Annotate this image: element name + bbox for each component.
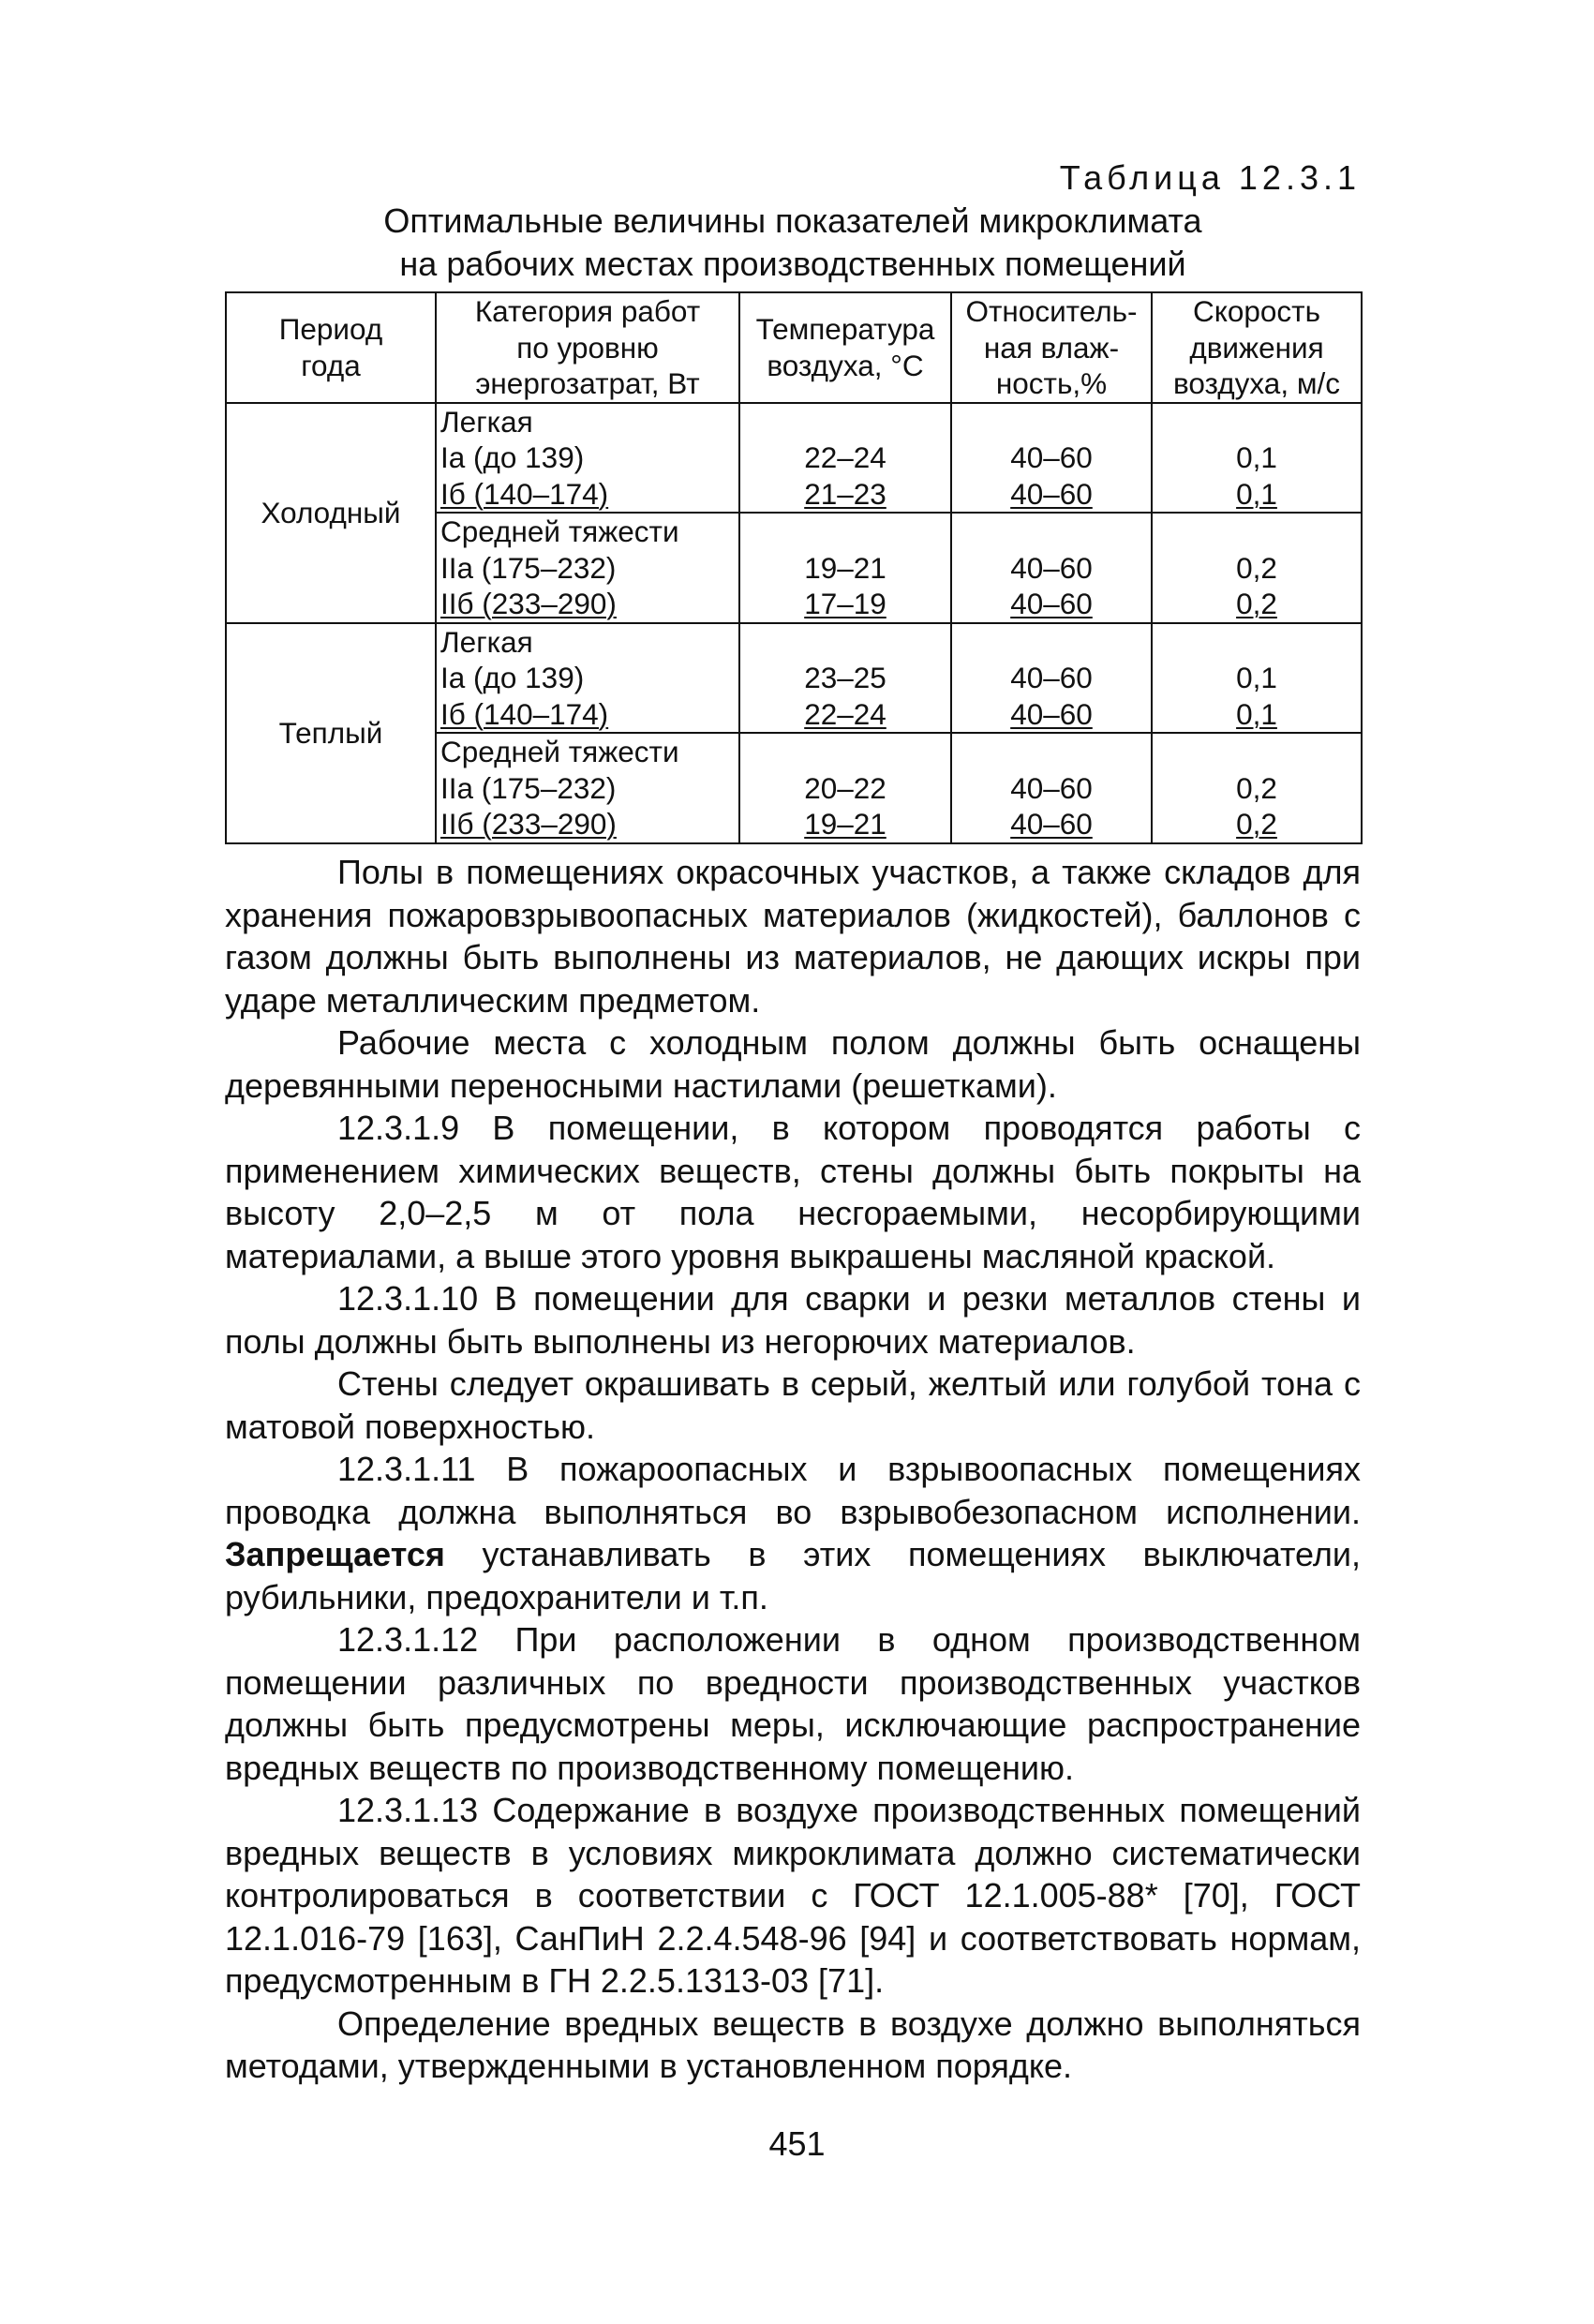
table-row (226, 623, 1362, 734)
category-row-label: IIа (175–232) (440, 550, 617, 585)
category-name: Средней тяжести (440, 514, 679, 548)
paragraph: Рабочие места с холодным полом должны быть оснащены деревянными переносными настилами (решетками). (225, 1023, 1361, 1105)
header-temperature-line: воздуха, °С (767, 348, 924, 382)
category-cell (436, 513, 739, 623)
speed-cell (1152, 733, 1362, 843)
humidity-cell (951, 623, 1152, 734)
header-period-line: Период (278, 312, 383, 347)
humidity-value: 40–60 (1010, 661, 1093, 694)
temperature-cell (739, 623, 951, 734)
temperature-value: 19–21 (804, 550, 886, 585)
speed-value: 0,1 (1236, 440, 1277, 474)
speed-value: 0,1 (1236, 696, 1277, 731)
temperature-cell (739, 513, 951, 623)
table-caption-line-1: Оптимальные величины показателей микроклимата (383, 201, 1202, 240)
category-row-label: IIб (233–290) (440, 807, 617, 841)
microclimate-table (225, 291, 1363, 844)
paragraph: 12.3.1.10 В помещении для сварки и резки металлов стены и полы должны быть выполнены из негорючих материалов. (225, 1279, 1361, 1361)
humidity-value: 40–60 (1010, 550, 1093, 585)
humidity-value: 40–60 (1010, 696, 1093, 731)
paragraph: Стены следует окрашивать в серый, желтый или голубой тона с матовой поверхностью. (225, 1364, 1361, 1446)
category-cell (436, 623, 739, 734)
header-speed-line: Скорость (1192, 294, 1321, 328)
humidity-cell (951, 733, 1152, 843)
header-humidity (951, 292, 1152, 403)
temperature-value: 17–19 (804, 587, 886, 620)
header-speed-line: движения (1189, 330, 1324, 365)
paragraph-text: устанавливать в этих помещениях выключатели, рубильники, предохранители и т.п. (225, 1535, 1361, 1616)
category-row-label: Iб (140–174) (440, 476, 609, 511)
speed-value: 0,2 (1236, 770, 1277, 805)
category-cell (436, 403, 739, 514)
speed-value: 0,2 (1236, 587, 1277, 620)
humidity-value: 40–60 (1010, 770, 1093, 805)
paragraph: Определение вредных веществ в воздухе должно выполняться методами, утвержденными в установленном порядке. (225, 2004, 1361, 2085)
speed-cell (1152, 513, 1362, 623)
temperature-cell (739, 403, 951, 514)
speed-cell (1152, 403, 1362, 514)
category-row-label: IIа (175–232) (440, 770, 617, 805)
paragraph: Полы в помещениях окрасочных участков, а также складов для хранения пожаровзрывоопасных материалов (жидкостей), баллонов с газом должны быть выполнены из материалов, не дающих искры при ударе металлическим предметом. (225, 853, 1361, 1020)
temperature-cell (739, 733, 951, 843)
humidity-value: 40–60 (1010, 440, 1093, 474)
table-caption-line-2: на рабочих местах производственных помещений (399, 245, 1186, 283)
speed-cell (1152, 623, 1362, 734)
period-cell-cold: Холодный (226, 403, 436, 623)
header-speed (1152, 292, 1362, 403)
temperature-value: 23–25 (804, 661, 886, 694)
header-period (226, 292, 436, 403)
table-row (226, 403, 1362, 514)
header-humidity-line: Относитель- (965, 294, 1138, 328)
humidity-cell (951, 513, 1152, 623)
category-cell (436, 733, 739, 843)
category-name: Средней тяжести (440, 735, 679, 768)
category-row-label: Iб (140–174) (440, 696, 609, 731)
header-period-line: года (301, 348, 361, 382)
speed-value: 0,1 (1236, 661, 1277, 694)
paragraph-text: 12.3.1.11 В пожароопасных и взрывоопасных помещениях проводка должна выполняться во взрывобезопасном исполнении. (225, 1450, 1361, 1531)
period-cell-warm: Теплый (226, 623, 436, 843)
speed-value: 0,2 (1236, 807, 1277, 841)
humidity-value: 40–60 (1010, 807, 1093, 841)
header-temperature-line: Температура (755, 312, 935, 347)
category-row-label: Iа (до 139) (440, 661, 585, 694)
emphasis-prohibited: Запрещается (225, 1535, 445, 1573)
category-name: Легкая (440, 624, 533, 659)
category-name: Легкая (440, 404, 533, 439)
temperature-value: 22–24 (804, 696, 886, 731)
temperature-value: 20–22 (804, 770, 886, 805)
body-text (225, 851, 1361, 2088)
speed-value: 0,2 (1236, 550, 1277, 585)
page-number: 451 (768, 2124, 826, 2163)
header-humidity-line: ность,% (995, 366, 1108, 400)
paragraph: 12.3.1.12 При расположении в одном производственном помещении различных по вредности производственных участков должны быть предусмотрены меры, исключающие распространение вредных веществ по производственному помещению. (225, 1620, 1361, 1787)
humidity-cell (951, 403, 1152, 514)
header-humidity-line: ная влаж- (983, 330, 1120, 365)
category-row-label: IIб (233–290) (440, 587, 617, 620)
paragraph: 12.3.1.13 Содержание в воздухе производственных помещений вредных веществ в условиях микроклимата должно систематически контролироваться в соответствии с ГОСТ 12.1.005-88* [70], ГОСТ 12.1.016-79 [163], СанПиН 2.2.4.548-96 [94] и соответствовать нормам, предусмотренным в ГН 2.2.5.1313-03 [71]. (225, 1791, 1361, 2000)
header-temperature (739, 292, 951, 403)
header-category (436, 292, 739, 403)
header-category-line: по уровню (516, 330, 659, 365)
humidity-value: 40–60 (1010, 476, 1093, 511)
temperature-value: 19–21 (804, 807, 886, 841)
paragraph: 12.3.1.9 В помещении, в котором проводятся работы с применением химических веществ, стены должны быть покрыты на высоту 2,0–2,5 м от пола несгораемыми, несорбирующими материалами, а выше этого уровня выкрашены масляной краской. (225, 1109, 1361, 1275)
temperature-value: 22–24 (804, 440, 886, 474)
category-row-label: Iа (до 139) (440, 440, 585, 474)
header-speed-line: воздуха, м/с (1172, 366, 1340, 400)
speed-value: 0,1 (1236, 476, 1277, 511)
header-category-line: Категория работ (474, 294, 701, 328)
temperature-value: 21–23 (804, 476, 886, 511)
paragraph (225, 1448, 1361, 1618)
header-category-line: энергозатрат, Вт (475, 366, 700, 400)
humidity-value: 40–60 (1010, 587, 1093, 620)
table-header-row (226, 292, 1362, 403)
table-number: Таблица 12.3.1 (1059, 158, 1361, 197)
